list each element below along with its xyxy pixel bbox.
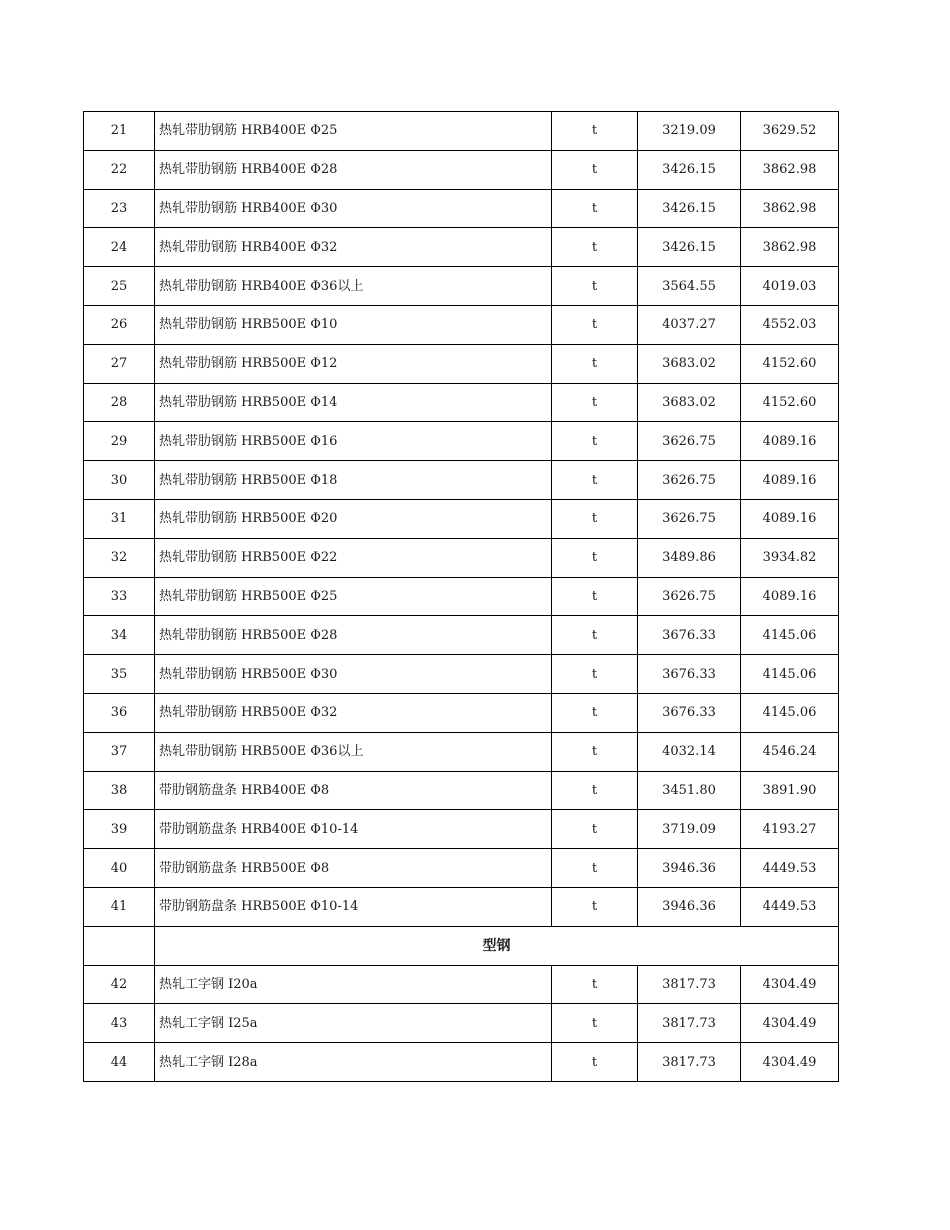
section-steel-rows xyxy=(84,965,839,1081)
price-cell-1: 3626.75 xyxy=(638,577,741,616)
item-number-cell: 32 xyxy=(84,538,155,577)
item-number-cell: 44 xyxy=(84,1043,155,1082)
item-name-cell: 热轧带肋钢筋 HRB500E Φ28 xyxy=(155,616,552,655)
section-row-group xyxy=(84,926,839,965)
item-name-cell: 热轧带肋钢筋 HRB400E Φ30 xyxy=(155,189,552,228)
unit-cell: t xyxy=(552,344,638,383)
price-cell-2: 4089.16 xyxy=(741,499,839,538)
item-number-cell: 35 xyxy=(84,655,155,694)
price-cell-1: 3676.33 xyxy=(638,693,741,732)
table-row xyxy=(84,267,839,306)
unit-cell: t xyxy=(552,577,638,616)
price-cell-1: 4037.27 xyxy=(638,305,741,344)
item-number-cell: 38 xyxy=(84,771,155,810)
price-cell-1: 3489.86 xyxy=(638,538,741,577)
item-number-cell: 39 xyxy=(84,810,155,849)
price-cell-1: 4032.14 xyxy=(638,732,741,771)
item-name-cell: 热轧带肋钢筋 HRB500E Φ16 xyxy=(155,422,552,461)
price-cell-1: 3426.15 xyxy=(638,150,741,189)
price-cell-2: 3862.98 xyxy=(741,189,839,228)
table-row xyxy=(84,112,839,151)
price-cell-2: 4089.16 xyxy=(741,422,839,461)
price-cell-1: 3817.73 xyxy=(638,1043,741,1082)
item-name-cell: 热轧工字钢 I20a xyxy=(155,965,552,1004)
item-name-cell: 热轧带肋钢筋 HRB500E Φ30 xyxy=(155,655,552,694)
item-name-cell: 带肋钢筋盘条 HRB400E Φ10-14 xyxy=(155,810,552,849)
price-cell-1: 3719.09 xyxy=(638,810,741,849)
unit-cell: t xyxy=(552,228,638,267)
unit-cell: t xyxy=(552,693,638,732)
unit-cell: t xyxy=(552,267,638,306)
table-row xyxy=(84,499,839,538)
item-number-cell: 31 xyxy=(84,499,155,538)
price-cell-1: 3817.73 xyxy=(638,1004,741,1043)
price-cell-2: 4089.16 xyxy=(741,461,839,500)
unit-cell: t xyxy=(552,305,638,344)
unit-cell: t xyxy=(552,383,638,422)
price-cell-2: 3862.98 xyxy=(741,228,839,267)
table-row xyxy=(84,771,839,810)
item-name-cell: 热轧带肋钢筋 HRB500E Φ25 xyxy=(155,577,552,616)
price-cell-1: 3451.80 xyxy=(638,771,741,810)
item-name-cell: 热轧带肋钢筋 HRB500E Φ36以上 xyxy=(155,732,552,771)
unit-cell: t xyxy=(552,1004,638,1043)
table-row xyxy=(84,461,839,500)
table-row xyxy=(84,616,839,655)
price-cell-2: 3862.98 xyxy=(741,150,839,189)
item-name-cell: 热轧带肋钢筋 HRB500E Φ14 xyxy=(155,383,552,422)
unit-cell: t xyxy=(552,771,638,810)
price-cell-2: 4304.49 xyxy=(741,965,839,1004)
price-cell-1: 3626.75 xyxy=(638,499,741,538)
rebar-rows xyxy=(84,112,839,927)
table-row xyxy=(84,1004,839,1043)
item-number-cell: 27 xyxy=(84,344,155,383)
price-cell-2: 4145.06 xyxy=(741,655,839,694)
price-cell-2: 4089.16 xyxy=(741,577,839,616)
unit-cell: t xyxy=(552,461,638,500)
item-number-cell: 40 xyxy=(84,849,155,888)
item-number-cell: 43 xyxy=(84,1004,155,1043)
price-cell-2: 4546.24 xyxy=(741,732,839,771)
price-cell-1: 3219.09 xyxy=(638,112,741,151)
unit-cell: t xyxy=(552,616,638,655)
item-number-cell: 23 xyxy=(84,189,155,228)
item-number-cell: 25 xyxy=(84,267,155,306)
price-cell-2: 4449.53 xyxy=(741,849,839,888)
item-name-cell: 热轧带肋钢筋 HRB500E Φ22 xyxy=(155,538,552,577)
unit-cell: t xyxy=(552,849,638,888)
price-cell-1: 3817.73 xyxy=(638,965,741,1004)
item-number-cell: 26 xyxy=(84,305,155,344)
table-row xyxy=(84,887,839,926)
item-name-cell: 热轧带肋钢筋 HRB400E Φ36以上 xyxy=(155,267,552,306)
item-number-cell: 29 xyxy=(84,422,155,461)
unit-cell: t xyxy=(552,887,638,926)
price-cell-2: 4449.53 xyxy=(741,887,839,926)
price-cell-2: 3629.52 xyxy=(741,112,839,151)
price-cell-2: 4193.27 xyxy=(741,810,839,849)
section-number-cell xyxy=(84,926,155,965)
section-title: 型钢 xyxy=(155,926,839,965)
table-row xyxy=(84,305,839,344)
price-cell-1: 3676.33 xyxy=(638,655,741,694)
price-cell-1: 3626.75 xyxy=(638,461,741,500)
table-row xyxy=(84,344,839,383)
price-cell-2: 4304.49 xyxy=(741,1043,839,1082)
price-cell-2: 4145.06 xyxy=(741,616,839,655)
item-name-cell: 热轧带肋钢筋 HRB500E Φ18 xyxy=(155,461,552,500)
price-cell-1: 3426.15 xyxy=(638,189,741,228)
unit-cell: t xyxy=(552,655,638,694)
unit-cell: t xyxy=(552,422,638,461)
table-row xyxy=(84,1043,839,1082)
price-cell-2: 4552.03 xyxy=(741,305,839,344)
item-number-cell: 24 xyxy=(84,228,155,267)
item-name-cell: 带肋钢筋盘条 HRB400E Φ8 xyxy=(155,771,552,810)
price-cell-2: 4152.60 xyxy=(741,383,839,422)
table-row xyxy=(84,228,839,267)
price-cell-2: 4304.49 xyxy=(741,1004,839,1043)
item-number-cell: 28 xyxy=(84,383,155,422)
table-row xyxy=(84,422,839,461)
item-number-cell: 41 xyxy=(84,887,155,926)
item-number-cell: 30 xyxy=(84,461,155,500)
price-cell-1: 3683.02 xyxy=(638,383,741,422)
item-name-cell: 带肋钢筋盘条 HRB500E Φ10-14 xyxy=(155,887,552,926)
item-name-cell: 热轧带肋钢筋 HRB400E Φ32 xyxy=(155,228,552,267)
price-cell-1: 3946.36 xyxy=(638,849,741,888)
price-cell-2: 4019.03 xyxy=(741,267,839,306)
table-row xyxy=(84,732,839,771)
table-row xyxy=(84,849,839,888)
item-name-cell: 热轧带肋钢筋 HRB500E Φ12 xyxy=(155,344,552,383)
item-number-cell: 33 xyxy=(84,577,155,616)
table-row xyxy=(84,383,839,422)
item-number-cell: 22 xyxy=(84,150,155,189)
table-row xyxy=(84,693,839,732)
item-number-cell: 34 xyxy=(84,616,155,655)
item-number-cell: 21 xyxy=(84,112,155,151)
table-row xyxy=(84,655,839,694)
unit-cell: t xyxy=(552,189,638,228)
unit-cell: t xyxy=(552,1043,638,1082)
unit-cell: t xyxy=(552,810,638,849)
item-number-cell: 42 xyxy=(84,965,155,1004)
item-name-cell: 热轧工字钢 I28a xyxy=(155,1043,552,1082)
price-cell-1: 3626.75 xyxy=(638,422,741,461)
unit-cell: t xyxy=(552,538,638,577)
table-row xyxy=(84,150,839,189)
table-row xyxy=(84,810,839,849)
price-cell-1: 3946.36 xyxy=(638,887,741,926)
price-cell-1: 3683.02 xyxy=(638,344,741,383)
price-cell-2: 4145.06 xyxy=(741,693,839,732)
table-row xyxy=(84,538,839,577)
price-cell-2: 4152.60 xyxy=(741,344,839,383)
price-cell-1: 3676.33 xyxy=(638,616,741,655)
unit-cell: t xyxy=(552,499,638,538)
table-row xyxy=(84,577,839,616)
unit-cell: t xyxy=(552,732,638,771)
price-table xyxy=(83,111,839,1082)
item-number-cell: 37 xyxy=(84,732,155,771)
unit-cell: t xyxy=(552,965,638,1004)
item-name-cell: 热轧带肋钢筋 HRB400E Φ28 xyxy=(155,150,552,189)
table-row xyxy=(84,965,839,1004)
price-cell-1: 3564.55 xyxy=(638,267,741,306)
price-cell-2: 3934.82 xyxy=(741,538,839,577)
unit-cell: t xyxy=(552,112,638,151)
item-name-cell: 带肋钢筋盘条 HRB500E Φ8 xyxy=(155,849,552,888)
unit-cell: t xyxy=(552,150,638,189)
price-cell-1: 3426.15 xyxy=(638,228,741,267)
section-header-row xyxy=(84,926,839,965)
item-name-cell: 热轧带肋钢筋 HRB400E Φ25 xyxy=(155,112,552,151)
item-number-cell: 36 xyxy=(84,693,155,732)
item-name-cell: 热轧带肋钢筋 HRB500E Φ10 xyxy=(155,305,552,344)
item-name-cell: 热轧带肋钢筋 HRB500E Φ32 xyxy=(155,693,552,732)
table-row xyxy=(84,189,839,228)
item-name-cell: 热轧工字钢 I25a xyxy=(155,1004,552,1043)
item-name-cell: 热轧带肋钢筋 HRB500E Φ20 xyxy=(155,499,552,538)
price-cell-2: 3891.90 xyxy=(741,771,839,810)
